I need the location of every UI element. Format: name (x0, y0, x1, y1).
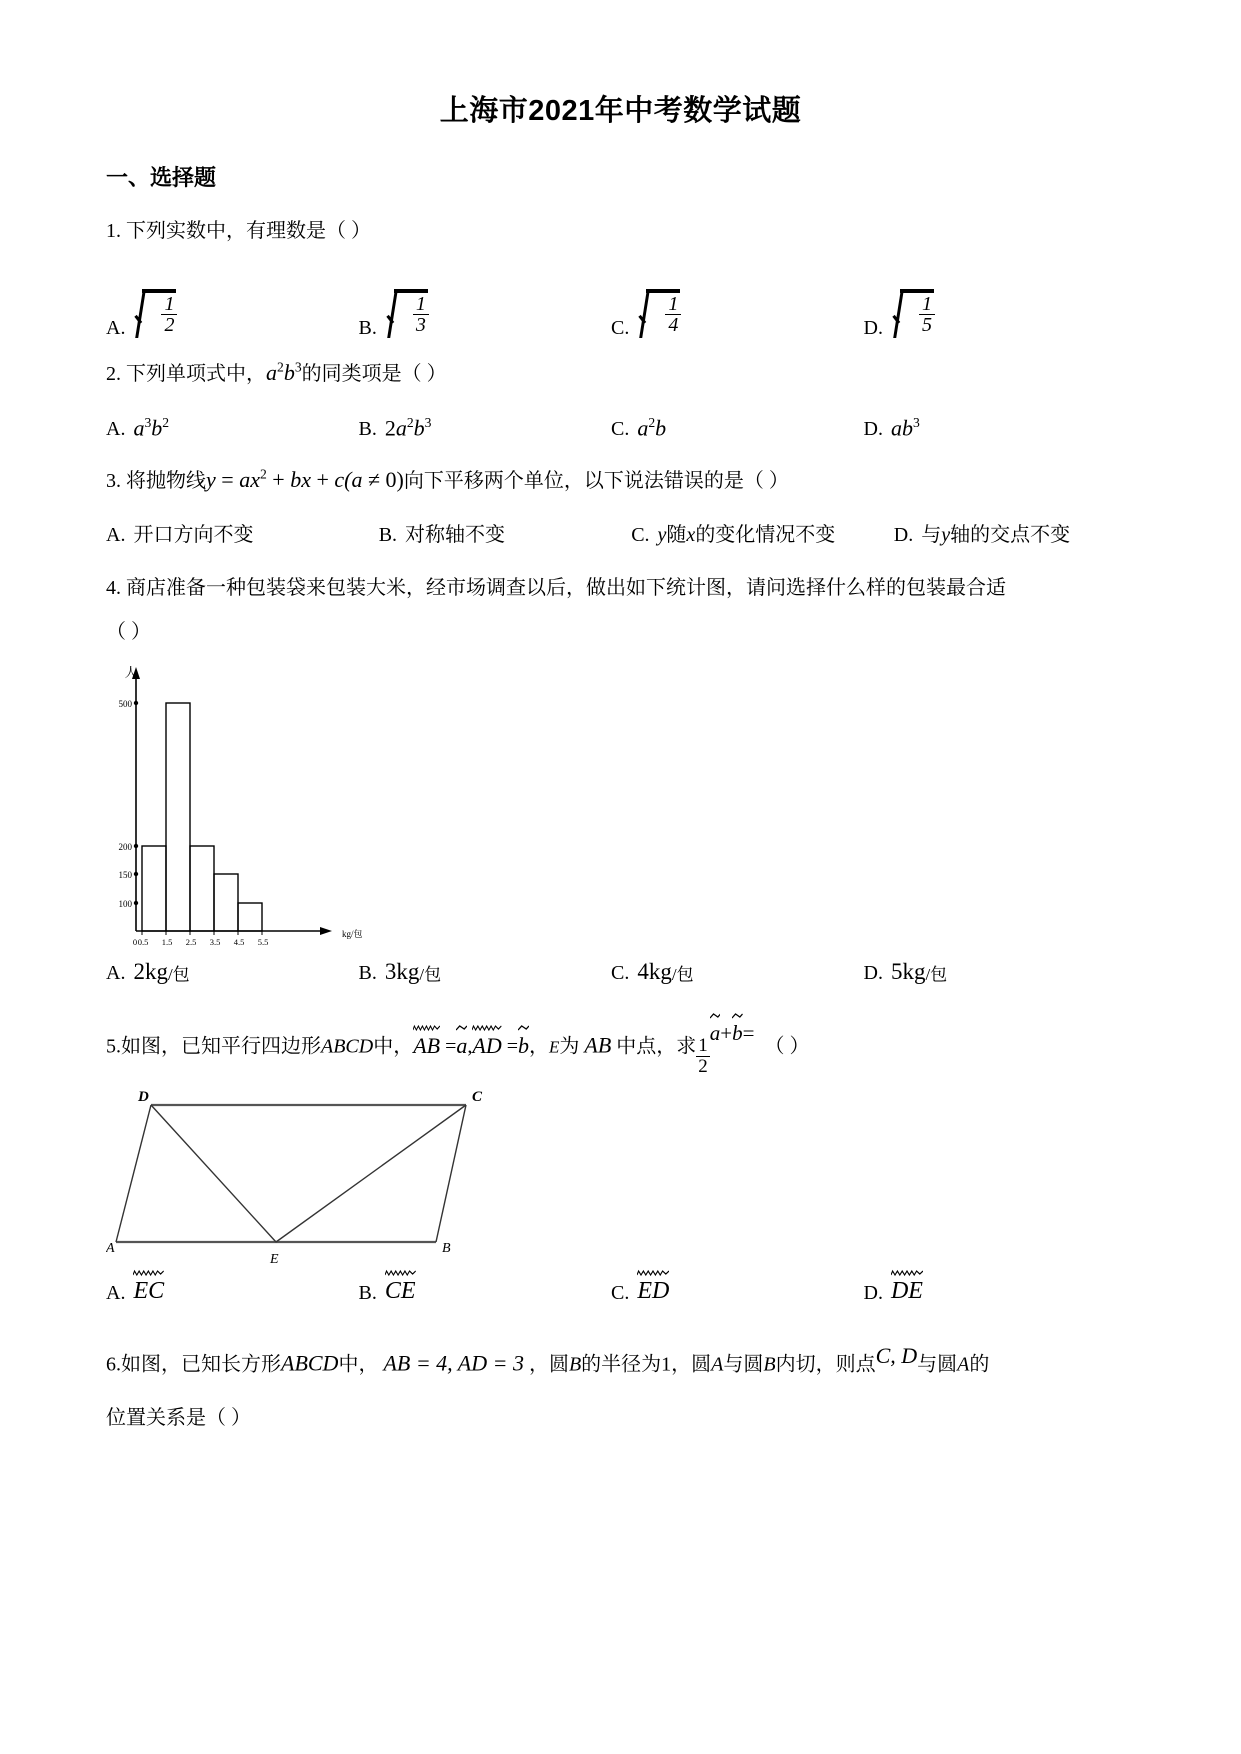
y-tick-label-500: 500 (118, 699, 132, 710)
option-label: D. (863, 962, 883, 985)
option-text: 开口方向不变 (133, 524, 254, 547)
option-expression: $a^2b$ (637, 415, 667, 441)
vector-a-expr: a (710, 1019, 721, 1046)
label-B: B (442, 1240, 451, 1256)
parallelogram-svg (106, 1087, 506, 1267)
question-2-text-post: 的同类项是（ ） (301, 363, 447, 385)
option-5-D[interactable] (864, 1276, 1117, 1305)
bar-1 (142, 846, 166, 931)
bar-3 (190, 846, 214, 931)
vector-a: a (456, 1031, 467, 1059)
question-6-mid1: 中， (338, 1353, 379, 1376)
option-post: 的变化情况不变 (695, 524, 836, 547)
x-tick-label-5.5: 5.5 (257, 937, 269, 948)
var-x: x (686, 524, 696, 547)
option-label: A. (106, 317, 126, 339)
question-6-mid3: 的半径为 (581, 1353, 662, 1376)
question-4-stem (106, 573, 1116, 603)
parallelogram-figure (106, 1087, 1241, 1272)
option-label: D. (863, 1281, 883, 1304)
y-tick-500 (134, 701, 138, 705)
question-1-options (106, 268, 1116, 340)
circle-A-label: A (711, 1353, 724, 1376)
x-axis-arrow (320, 927, 332, 935)
question-6-mid6: 内切，则点 (775, 1353, 876, 1376)
option-label: B. (358, 962, 377, 985)
option-label: A. (106, 1281, 126, 1304)
option-expression: $ab^3$ (890, 415, 920, 441)
option-3-B[interactable] (379, 518, 632, 547)
radical-icon (133, 282, 183, 340)
question-3-stem (106, 463, 1116, 496)
radical-icon (385, 282, 435, 340)
question-2-stem (106, 356, 1116, 389)
fraction-numerator: 1 (698, 1034, 708, 1056)
y-tick-label-100: 100 (118, 899, 132, 910)
circle-B-label-2: B (763, 1353, 776, 1376)
x-tick-label-2.5: 2.5 (185, 937, 197, 948)
question-5-mid3: 为 (559, 1035, 580, 1058)
question-6-text-pre: 如图，已知长方形 (121, 1353, 281, 1376)
option-3-D[interactable] (894, 518, 1116, 547)
y-axis-label: 人 (124, 665, 138, 681)
option-4-C[interactable] (611, 959, 864, 985)
fraction-denominator: 4 (665, 314, 681, 335)
question-3-parabola-formula: $y = ax^2$ + bx + c(a ≠ 0) (206, 467, 404, 493)
question-6-mid7: 与圆 (917, 1353, 958, 1376)
y-tick-label-200: 200 (118, 842, 132, 853)
question-2-monomial: $a^2b^3$ (266, 359, 302, 385)
option-4-D[interactable] (864, 959, 1117, 985)
option-4-A[interactable] (106, 959, 359, 985)
option-post: 轴的交点不变 (950, 524, 1071, 547)
option-2-C[interactable] (611, 415, 864, 441)
label-E: E (270, 1251, 279, 1267)
comma: , (467, 1035, 473, 1058)
option-text (658, 518, 836, 547)
y-tick-200 (134, 844, 138, 848)
fraction-denominator: 5 (919, 314, 935, 335)
histogram-svg (106, 663, 436, 948)
option-1-B[interactable] (359, 282, 612, 340)
question-5-mid2: ， (529, 1035, 549, 1058)
option-text: 对称轴不变 (405, 524, 506, 547)
fraction-numerator: 1 (415, 293, 426, 315)
equals-sign: = (742, 1021, 755, 1046)
option-value: 2kg (133, 959, 168, 985)
point-E: E (549, 1037, 560, 1057)
question-4-number: 4. (106, 577, 121, 600)
x-axis-label: kg/包 (342, 929, 363, 940)
question-5-mid4: 中点，求 (616, 1035, 697, 1058)
option-vector: ED (637, 1276, 669, 1305)
option-unit: /包 (167, 965, 190, 985)
option-vector: CE (385, 1276, 416, 1305)
option-1-D[interactable] (864, 282, 1117, 340)
question-6-mid5: 与圆 (723, 1353, 764, 1376)
question-5-stem: 5.如图，已知平行四边形ABCD中， AB = a, AD = b，E为 AB 中点，求 $\frac{1}{2}$ a+ b= （ ） (106, 1019, 1116, 1076)
question-5-expression (696, 1019, 754, 1076)
segment-CE (276, 1105, 466, 1242)
vector-AD: AD (472, 1031, 501, 1059)
question-3-number: 3. (106, 470, 121, 493)
fraction-numerator: 1 (668, 293, 679, 315)
option-3-A[interactable] (106, 518, 379, 547)
rect-name: ABCD (281, 1350, 339, 1376)
bar-2 (166, 703, 190, 931)
question-3-text-post: 向下平移两个单位，以下说法错误的是（ ） (403, 470, 789, 493)
option-value: 5kg (890, 959, 926, 985)
question-6-mid8: 的 (969, 1353, 990, 1376)
var-y: y (657, 524, 667, 547)
fraction-numerator: 1 (164, 293, 175, 315)
option-value: 4kg (637, 959, 672, 985)
y-tick-100 (134, 901, 138, 905)
question-3-text-pre: 将抛物线 (126, 470, 206, 493)
question-5-mid1: 中， (373, 1035, 414, 1058)
label-C: C (472, 1088, 483, 1105)
side-CB (436, 1105, 466, 1242)
y-tick-150 (134, 872, 138, 876)
option-pre: 与 (921, 524, 942, 547)
radical-icon (637, 282, 687, 340)
label-D: D (138, 1088, 149, 1105)
option-expression: $a^3b^2$ (133, 415, 170, 441)
vector-AB: AB (413, 1031, 440, 1059)
question-6-stem-line2: 位置关系是（ ） (106, 1407, 251, 1430)
option-5-C[interactable] (611, 1276, 864, 1305)
fraction-denominator: 3 (413, 314, 429, 335)
option-label: C. (611, 317, 630, 339)
option-label: A. (106, 418, 126, 441)
question-6-stem (106, 1339, 1116, 1380)
y-tick-label-150: 150 (118, 870, 132, 881)
bar-5 (238, 903, 262, 931)
question-3-options (106, 518, 1116, 547)
vector-b: b (518, 1031, 529, 1059)
option-label: C. (611, 962, 630, 985)
section-heading: 一、选择题 (106, 165, 217, 190)
circle-A-label-2: A (957, 1353, 970, 1376)
option-5-B[interactable] (359, 1276, 612, 1305)
rice-package-histogram (106, 663, 1241, 953)
option-label: D. (863, 418, 883, 441)
option-vector: EC (133, 1276, 164, 1305)
option-label: A. (106, 962, 126, 985)
points-CD: C, D (875, 1342, 918, 1368)
question-5-end: （ ） (764, 1035, 810, 1058)
radius-value: 1 (661, 1353, 672, 1376)
question-5-options (106, 1276, 1116, 1305)
question-6-mid2: ，圆 (528, 1353, 569, 1376)
question-6-number: 6. (106, 1353, 121, 1376)
segment-DE (151, 1105, 276, 1242)
question-4-text: 商店准备一种包装袋来包装大米，经市场调查以后，做出如下统计图，请问选择什么样的包装最合适 (126, 577, 1006, 600)
label-A: A (106, 1240, 115, 1256)
option-2-D[interactable] (864, 415, 1117, 441)
option-label: B. (358, 418, 377, 441)
option-3-C[interactable] (631, 518, 894, 547)
question-2-text-pre: 下列单项式中， (126, 363, 266, 385)
radical-icon (891, 282, 941, 340)
question-4-stem-cont: （ ） (106, 621, 151, 644)
fraction-numerator: 1 (921, 293, 932, 315)
x-tick-label-3.5: 3.5 (209, 937, 221, 948)
option-label: B. (358, 1281, 377, 1304)
question-1-text: 下列实数中，有理数是（ ） (126, 220, 371, 242)
vector-b-expr: b (732, 1019, 743, 1046)
option-unit: /包 (925, 965, 948, 985)
segment-AB: AB (584, 1032, 612, 1058)
var-y: y (941, 524, 951, 547)
question-1-stem (106, 216, 1116, 246)
option-expression: $2a^2b^3$ (384, 415, 432, 441)
question-6-mid4: ，圆 (671, 1353, 712, 1376)
question-6-equation: AB = 4, AD = 3 (383, 1350, 524, 1376)
option-2-B[interactable] (359, 415, 612, 441)
x-tick-label-1.5: 1.5 (161, 937, 173, 948)
x-tick-label-4.5: 4.5 (233, 937, 245, 948)
side-DA (116, 1105, 151, 1242)
option-value: 3kg (384, 959, 420, 985)
option-label: B. (358, 317, 377, 339)
option-vector: DE (891, 1276, 923, 1305)
option-1-A[interactable] (106, 282, 359, 340)
option-unit: /包 (419, 965, 442, 985)
fraction-denominator: 2 (161, 314, 177, 335)
option-5-A[interactable] (106, 1276, 359, 1305)
option-mid: 随 (666, 524, 687, 547)
option-label: D. (893, 524, 914, 547)
option-label: B. (378, 524, 398, 547)
bar-4 (214, 874, 238, 931)
quad-name: ABCD (321, 1035, 374, 1058)
question-1-number: 1. (106, 220, 121, 242)
option-label: C. (611, 1281, 630, 1304)
x-tick-label-0.5: 0.5 (137, 937, 149, 948)
option-label: D. (863, 317, 883, 339)
option-label: C. (631, 524, 650, 547)
x-tick-label-0: 0 (132, 937, 138, 948)
page-title: 上海市2021年中考数学试题 (439, 95, 802, 127)
option-text (921, 518, 1070, 547)
circle-B-label: B (568, 1353, 582, 1376)
question-5-text-pre: 如图，已知平行四边形 (121, 1035, 321, 1058)
option-2-A[interactable] (106, 415, 359, 441)
question-2-options (106, 415, 1116, 441)
fraction-denominator: 2 (698, 1055, 708, 1077)
question-5-number: 5. (106, 1035, 121, 1058)
option-unit: /包 (671, 965, 694, 985)
option-1-C[interactable] (611, 282, 864, 340)
question-4-options (106, 959, 1116, 985)
option-label: A. (106, 524, 126, 547)
option-label: C. (611, 418, 630, 441)
question-2-number: 2. (106, 363, 121, 385)
option-4-B[interactable] (359, 959, 612, 985)
plus-sign: + (720, 1021, 733, 1046)
